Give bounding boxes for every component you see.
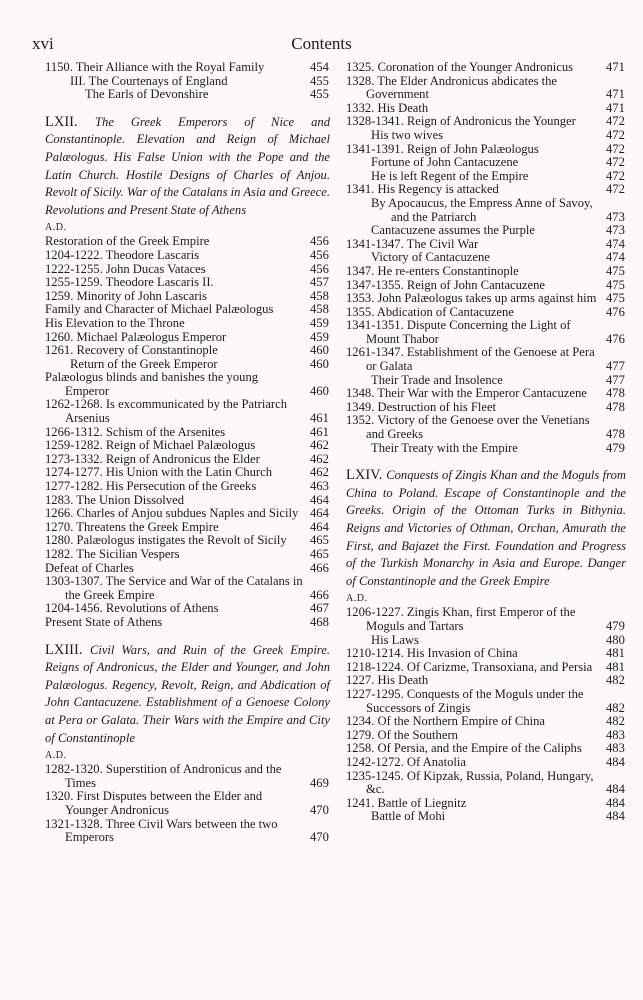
toc-entry-title: 1277-1282. His Persecution of the Greeks (45, 479, 257, 494)
toc-entry-title: 1227-1295. Conquests of the Moguls under the Successors of Zingis (346, 686, 584, 715)
toc-entry: 1320. First Disputes between the Elder and Younger Andronicus 470 (45, 789, 329, 817)
toc-entry-title: 1204-1456. Revolutions of Athens (45, 601, 219, 616)
toc-entry: 1349. Destruction of his Fleet 478 (346, 399, 625, 414)
toc-entry-title: 1206-1227. Zingis Khan, first Emperor of the Moguls and Tartars (346, 605, 576, 633)
toc-entry: 1204-1222. Theodore Lascaris 456 (45, 247, 329, 262)
toc-entry: 1262-1268. Is excommunicated by the Patriarch Arsenius 461 (45, 397, 329, 426)
toc-entry-title: 1218-1224. Of Carizme, Transoxiana, and Persia (346, 659, 593, 674)
toc-entry: The Earls of Devonshire 455 (85, 87, 329, 102)
toc-entry: 1355. Abdication of Cantacuzene 476 (346, 304, 625, 319)
toc-entry-title: 1242-1272. Of Anatolia (346, 754, 466, 769)
toc-entry-title: 1328-1341. Reign of Andronicus the Younger (346, 114, 576, 129)
toc-entry: 1332. His Death 471 (346, 100, 625, 115)
toc-entry: Palæologus blinds and banishes the young Emperor 460 (45, 370, 329, 398)
toc-entry: 1234. Of the Northern Empire of China 482 (346, 714, 625, 729)
toc-entry: 1218-1224. Of Carizme, Transoxiana, and Persia 481 (346, 659, 625, 674)
toc-entry-title: III. The Courtenays of England (70, 73, 228, 88)
toc-entry-title: 1222-1255. John Ducas Vataces (45, 261, 206, 276)
toc-entry: 1274-1277. His Union with the Latin Church 462 (45, 465, 329, 480)
toc-entry-title: 1274-1277. His Union with the Latin Church (45, 465, 273, 480)
toc-entry-title: Restoration of the Greek Empire (45, 234, 210, 249)
toc-entry: 1261. Recovery of Constantinople 460 (45, 343, 329, 358)
toc-entry-title: 1321-1328. Three Civil Wars between the two Emperors (45, 816, 278, 845)
chapter-number: LXIV. (346, 467, 387, 484)
toc-entry-title: 1150. Their Alliance with the Royal Family (45, 60, 265, 74)
toc-entry-title: 1332. His Death (346, 100, 429, 115)
toc-entry: 1258. Of Persia, and the Empire of the Caliphs 483 (346, 741, 625, 756)
toc-entry-title: 1234. Of the Northern Empire of China (346, 714, 546, 729)
toc-entry: 1328. The Elder Andronicus abdicates the Government 471 (346, 73, 625, 102)
toc-entry-title: His two wives (371, 127, 444, 142)
toc-entry-title: 1260. Michael Palæologus Emperor (45, 329, 227, 344)
toc-entry: 1282-1320. Superstition of Andronicus and the Times 469 (45, 762, 329, 790)
toc-entry-title: Fortune of John Cantacuzene (371, 155, 519, 170)
toc-entry: Fortune of John Cantacuzene 472 (371, 155, 625, 170)
toc-entry: Cantacuzene assumes the Purple 473 (371, 223, 625, 238)
toc-entry: 1255-1259. Theodore Lascaris II. 457 (45, 275, 329, 290)
chapter-summary: The Greek Emperors of Nice and Constantinople. Elevation and Reign of Michael Palæologus. His False Union with the Pope and the Latin Church. Hostile Designs of Charles of Anjou. Revolt of Sicily. War of the Catalans in Asia and Greece. Revolutions and Present State of Athens (45, 114, 330, 217)
chapter-heading (45, 642, 330, 748)
toc-entry: He is left Regent of the Empire 472 (371, 168, 625, 183)
contents-column-right (346, 61, 626, 824)
toc-entry: 1259. Minority of John Lascaris 458 (45, 288, 329, 303)
toc-entry-title: 1210-1214. His Invasion of China (346, 646, 518, 661)
toc-entry: Their Trade and Insolence 477 (371, 372, 625, 387)
toc-entry-title: 1259. Minority of John Lascaris (45, 288, 207, 303)
toc-entry-title: Return of the Greek Emperor (70, 356, 218, 371)
toc-entry-title: 1348. Their War with the Emperor Cantacuzene (346, 386, 587, 401)
era-label: A.D. (346, 593, 368, 605)
toc-entry-title: Palæologus blinds and banishes the young Emperor (45, 370, 259, 398)
toc-entry-title: Present State of Athens (45, 614, 163, 629)
toc-entry-title: 1349. Destruction of his Fleet (346, 399, 497, 414)
toc-entry: His Laws 480 (371, 632, 625, 647)
toc-entry-title: 1270. Threatens the Greek Empire (45, 519, 219, 534)
page-header (32, 34, 611, 56)
running-title: Contents (291, 34, 352, 53)
chapter-heading (45, 114, 330, 220)
toc-entry-title: 1279. Of the Southern (346, 727, 458, 742)
toc-entry: 1282. The Sicilian Vespers 465 (45, 547, 329, 561)
toc-entry-title: 1282. The Sicilian Vespers (45, 547, 180, 561)
toc-entry: Their Treaty with the Empire 479 (371, 440, 625, 455)
toc-entry-title: 1261. Recovery of Constantinople (45, 343, 218, 358)
toc-entry-title: Their Treaty with the Empire (371, 440, 518, 455)
toc-entry: 1352. Victory of the Genoese over the Venetians and Greeks 478 (346, 413, 625, 442)
toc-entry-title: 1255-1259. Theodore Lascaris II. (45, 275, 214, 290)
toc-entry: 1347-1355. Reign of John Cantacuzene 475 (346, 277, 625, 292)
toc-entry: Return of the Greek Emperor 460 (70, 356, 329, 371)
toc-entry-title: 1227. His Death (346, 673, 429, 688)
chapter-summary: Civil Wars, and Ruin of the Greek Empire. Reigns of Andronicus, the Elder and Younger, and John Palæologus. Regency, Revolt, Reign, and Abdication of John Cantacuzene. Establishment of a Genoese Colony at Pera or Galata. Their Wars with the Empire and City of Constantinople (45, 642, 330, 745)
toc-entry: 1341-1347. The Civil War 474 (346, 236, 625, 251)
toc-entry: His two wives 472 (371, 127, 625, 142)
toc-entry-title: His Elevation to the Throne (45, 315, 185, 330)
toc-entry: By Apocaucus, the Empress Anne of Savoy, and the Patriarch 473 (371, 195, 625, 224)
toc-entry-title: The Earls of Devonshire (85, 87, 209, 102)
toc-entry-title: Family and Character of Michael Palæologus (45, 302, 274, 317)
toc-entry: Family and Character of Michael Palæologus 458 (45, 302, 329, 317)
toc-entry-title: 1328. The Elder Andronicus abdicates the Government (346, 73, 558, 102)
toc-entry: 1270. Threatens the Greek Empire 464 (45, 519, 329, 534)
era-label: A.D. (45, 750, 67, 762)
toc-entry-title: Battle of Mohi (371, 809, 446, 824)
toc-entry: 1222-1255. John Ducas Vataces 456 (45, 261, 329, 276)
toc-entry: Defeat of Charles 466 (45, 560, 329, 575)
chapter-summary: Conquests of Zingis Khan and the Moguls from China to Poland. Escape of Constantinople and the Greeks. Origin of the Ottoman Turks in Bithynia. Reigns and Victories of Othman, Orchan, Amurath the First, and Bajazet the First. Foundation and Progress of the Turkish Monarchy in Asia and Europe. Danger of Constantinople and the Greek Empire (346, 468, 626, 588)
toc-entry-title: 1235-1245. Of Kipzak, Russia, Poland, Hungary, &c. (346, 768, 594, 797)
toc-entry: 1260. Michael Palæologus Emperor 459 (45, 329, 329, 344)
toc-entry: 1353. John Palæologus takes up arms against him 475 (346, 291, 625, 306)
toc-entry-title: 1325. Coronation of the Younger Andronicus (346, 60, 574, 74)
toc-entry: 1328-1341. Reign of Andronicus the Younger 472 (346, 114, 625, 129)
toc-entry: 1341-1391. Reign of John Palæologus 472 (346, 141, 625, 156)
toc-entry-title: 1261-1347. Establishment of the Genoese at Pera or Galata (346, 345, 595, 374)
toc-entry-title: 1204-1222. Theodore Lascaris (45, 247, 199, 262)
toc-entry: 1325. Coronation of the Younger Andronicus 471 (346, 60, 625, 74)
toc-entry-title: 1273-1332. Reign of Andronicus the Elder (45, 451, 260, 466)
toc-entry: III. The Courtenays of England 455 (70, 73, 329, 88)
toc-entry-title: 1352. Victory of the Genoese over the Venetians and Greeks (346, 413, 590, 442)
contents-column-left (45, 61, 330, 845)
toc-entry: 1280. Palæologus instigates the Revolt of Sicily 465 (45, 533, 329, 548)
toc-entry: Victory of Cantacuzene 474 (371, 250, 625, 265)
toc-entry: 1341-1351. Dispute Concerning the Light of Mount Thabor 476 (346, 318, 625, 346)
toc-entry-title: 1341-1351. Dispute Concerning the Light of Mount Thabor (346, 318, 571, 346)
chapter-number: LXIII. (45, 641, 90, 658)
toc-entry: 1150. Their Alliance with the Royal Family 454 (45, 60, 329, 74)
toc-entry-title: His Laws (371, 632, 419, 647)
toc-entry-title: 1303-1307. The Service and War of the Catalans in the Greek Empire (45, 574, 303, 602)
toc-entry: 1277-1282. His Persecution of the Greeks 463 (45, 479, 329, 494)
toc-entry: 1259-1282. Reign of Michael Palæologus 462 (45, 438, 329, 453)
toc-entry-title: 1347-1355. Reign of John Cantacuzene (346, 277, 546, 292)
toc-entry: 1242-1272. Of Anatolia 484 (346, 754, 625, 769)
toc-entry: 1347. He re-enters Constantinople 475 (346, 263, 625, 278)
toc-entry-title: 1347. He re-enters Constantinople (346, 263, 519, 278)
toc-entry: 1279. Of the Southern 483 (346, 727, 625, 742)
toc-entry: 1348. Their War with the Emperor Cantacuzene 478 (346, 386, 625, 401)
toc-entry: Restoration of the Greek Empire 456 (45, 234, 329, 249)
toc-entry: 1241. Battle of Liegnitz 484 (346, 795, 625, 810)
toc-entry: 1210-1214. His Invasion of China 481 (346, 646, 625, 661)
toc-entry-title: 1280. Palæologus instigates the Revolt of Sicily (45, 533, 287, 548)
chapter-number: LXII. (45, 113, 96, 130)
toc-entry: 1266-1312. Schism of the Arsenites 461 (45, 424, 329, 439)
toc-entry: 1341. His Regency is attacked 472 (346, 182, 625, 197)
toc-entry-title: Victory of Cantacuzene (371, 250, 490, 265)
chapter-heading (346, 467, 626, 590)
toc-entry: 1227. His Death 482 (346, 673, 625, 688)
toc-entry-title: Their Trade and Insolence (371, 372, 503, 387)
toc-entry: 1206-1227. Zingis Khan, first Emperor of the Moguls and Tartars 479 (346, 605, 625, 633)
toc-entry-title: Defeat of Charles (45, 560, 134, 575)
toc-entry-title: 1282-1320. Superstition of Andronicus and the Times (45, 762, 282, 790)
toc-entry-title: He is left Regent of the Empire (371, 168, 529, 183)
toc-entry-title: 1266-1312. Schism of the Arsenites (45, 424, 226, 439)
era-label: A.D. (45, 222, 67, 234)
toc-entry: 1227-1295. Conquests of the Moguls under the Successors of Zingis 482 (346, 686, 625, 715)
toc-entry: 1266. Charles of Anjou subdues Naples and Sicily 464 (45, 506, 329, 521)
toc-entry: 1321-1328. Three Civil Wars between the two Emperors 470 (45, 816, 329, 845)
toc-entry-title: 1341-1391. Reign of John Palæologus (346, 141, 539, 156)
toc-entry-title: 1355. Abdication of Cantacuzene (346, 304, 514, 319)
toc-entry-title: Cantacuzene assumes the Purple (371, 223, 536, 238)
toc-entry-title: 1353. John Palæologus takes up arms against him (346, 291, 597, 306)
toc-entry-title: By Apocaucus, the Empress Anne of Savoy, and the Patriarch (371, 195, 593, 224)
toc-entry-title: 1259-1282. Reign of Michael Palæologus (45, 438, 256, 453)
toc-entry: 1283. The Union Dissolved 464 (45, 492, 329, 507)
toc-entry: 1261-1347. Establishment of the Genoese at Pera or Galata 477 (346, 345, 625, 374)
toc-entry: His Elevation to the Throne 459 (45, 315, 329, 330)
toc-entry-title: 1320. First Disputes between the Elder and Younger Andronicus (45, 789, 263, 817)
toc-entry-title: 1341. His Regency is attacked (346, 182, 499, 197)
toc-entry-title: 1283. The Union Dissolved (45, 492, 184, 507)
toc-entry-title: 1266. Charles of Anjou subdues Naples and Sicily (45, 506, 299, 521)
toc-entry: Present State of Athens 468 (45, 614, 329, 629)
toc-entry: 1204-1456. Revolutions of Athens 467 (45, 601, 329, 616)
toc-entry: Battle of Mohi 484 (371, 809, 625, 824)
toc-entry-title: 1258. Of Persia, and the Empire of the Caliphs (346, 741, 582, 756)
toc-entry-title: 1341-1347. The Civil War (346, 236, 479, 251)
page-number: xvi (32, 34, 54, 53)
toc-entry: 1235-1245. Of Kipzak, Russia, Poland, Hungary, &c. 484 (346, 768, 625, 797)
toc-entry-title: 1241. Battle of Liegnitz (346, 795, 467, 810)
toc-entry-title: 1262-1268. Is excommunicated by the Patriarch Arsenius (45, 397, 288, 426)
toc-entry: 1273-1332. Reign of Andronicus the Elder 462 (45, 451, 329, 466)
toc-entry: 1303-1307. The Service and War of the Catalans in the Greek Empire 466 (45, 574, 329, 602)
